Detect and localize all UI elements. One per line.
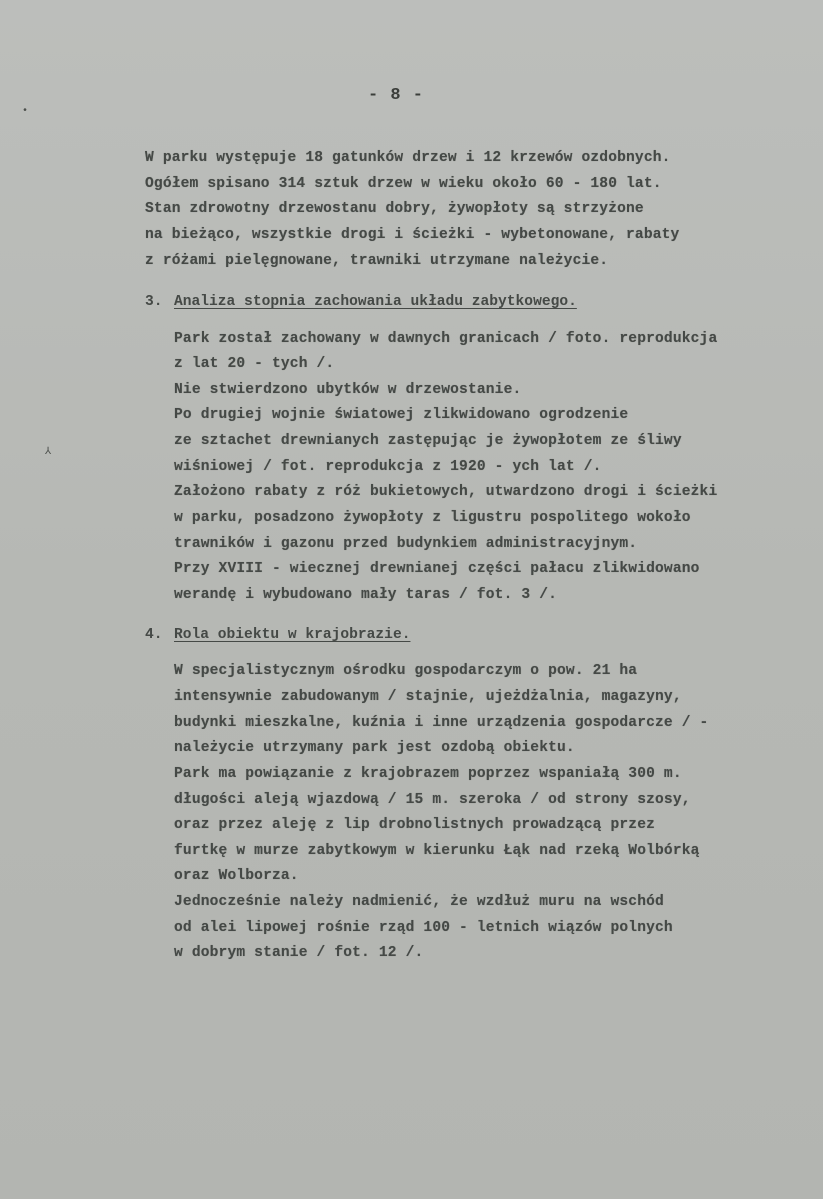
- section-3-line: Park został zachowany w dawnych granicach / foto. reprodukcja: [174, 331, 718, 347]
- section-4-line: budynki mieszkalne, kuźnia i inne urządzenia gospodarcze / -: [174, 715, 709, 731]
- section-3-line: Po drugiej wojnie światowej zlikwidowano ogrodzenie: [174, 407, 629, 423]
- section-3-line: ze sztachet drewnianych zastępując je żywopłotem ze śliwy: [174, 433, 682, 449]
- section-3-line: z lat 20 - tych /.: [174, 356, 335, 372]
- intro-line: z różami pielęgnowane, trawniki utrzymane należycie.: [145, 253, 609, 269]
- section-4-number: 4.: [145, 627, 163, 643]
- section-3-title: Analiza stopnia zachowania układu zabytkowego.: [174, 294, 577, 310]
- section-4-line: furtkę w murze zabytkowym w kierunku Łąk nad rzeką Wolbórką: [174, 843, 700, 859]
- section-4-line: oraz Wolborza.: [174, 868, 299, 884]
- section-3-line: werandę i wybudowano mały taras / fot. 3 /.: [174, 587, 558, 603]
- section-3-line: wiśniowej / fot. reprodukcja z 1920 - ych lat /.: [174, 459, 602, 475]
- section-3-line: trawników i gazonu przed budynkiem administracyjnym.: [174, 536, 638, 552]
- section-3-line: Założono rabaty z róż bukietowych, utwardzono drogi i ścieżki: [174, 484, 718, 500]
- intro-line: Ogółem spisano 314 sztuk drzew w wieku około 60 - 180 lat.: [145, 176, 662, 192]
- section-4-line: Park ma powiązanie z krajobrazem poprzez wspaniałą 300 m.: [174, 766, 682, 782]
- section-4-line: intensywnie zabudowanym / stajnie, ujeżdżalnia, magazyny,: [174, 689, 682, 705]
- intro-line: Stan zdrowotny drzewostanu dobry, żywopłoty są strzyżone: [145, 201, 644, 217]
- intro-line: W parku występuje 18 gatunków drzew i 12 krzewów ozdobnych.: [145, 150, 671, 166]
- intro-line: na bieżąco, wszystkie drogi i ścieżki - wybetonowane, rabaty: [145, 227, 680, 243]
- section-4-title: Rola obiektu w krajobrazie.: [174, 627, 411, 643]
- section-3-line: Nie stwierdzono ubytków w drzewostanie.: [174, 382, 522, 398]
- section-4-line: W specjalistycznym ośrodku gospodarczym o pow. 21 ha: [174, 663, 638, 679]
- section-4-line: należycie utrzymany park jest ozdobą obiektu.: [174, 740, 575, 756]
- margin-mark-middle: ⅄: [45, 447, 52, 458]
- section-3-number: 3.: [145, 294, 163, 310]
- page-number: - 8 -: [368, 86, 425, 105]
- section-3-line: w parku, posadzono żywopłoty z ligustru pospolitego wokoło: [174, 510, 691, 526]
- margin-mark-top: •: [22, 106, 29, 117]
- section-3-line: Przy XVIII - wiecznej drewnianej części pałacu zlikwidowano: [174, 561, 700, 577]
- section-4-line: w dobrym stanie / fot. 12 /.: [174, 945, 424, 961]
- section-4-line: długości aleją wjazdową / 15 m. szeroka / od strony szosy,: [174, 792, 691, 808]
- section-4-line: oraz przez aleję z lip drobnolistnych prowadzącą przez: [174, 817, 656, 833]
- section-4-line: od alei lipowej rośnie rząd 100 - letnich wiązów polnych: [174, 920, 673, 936]
- section-4-line: Jednocześnie należy nadmienić, że wzdłuż muru na wschód: [174, 894, 664, 910]
